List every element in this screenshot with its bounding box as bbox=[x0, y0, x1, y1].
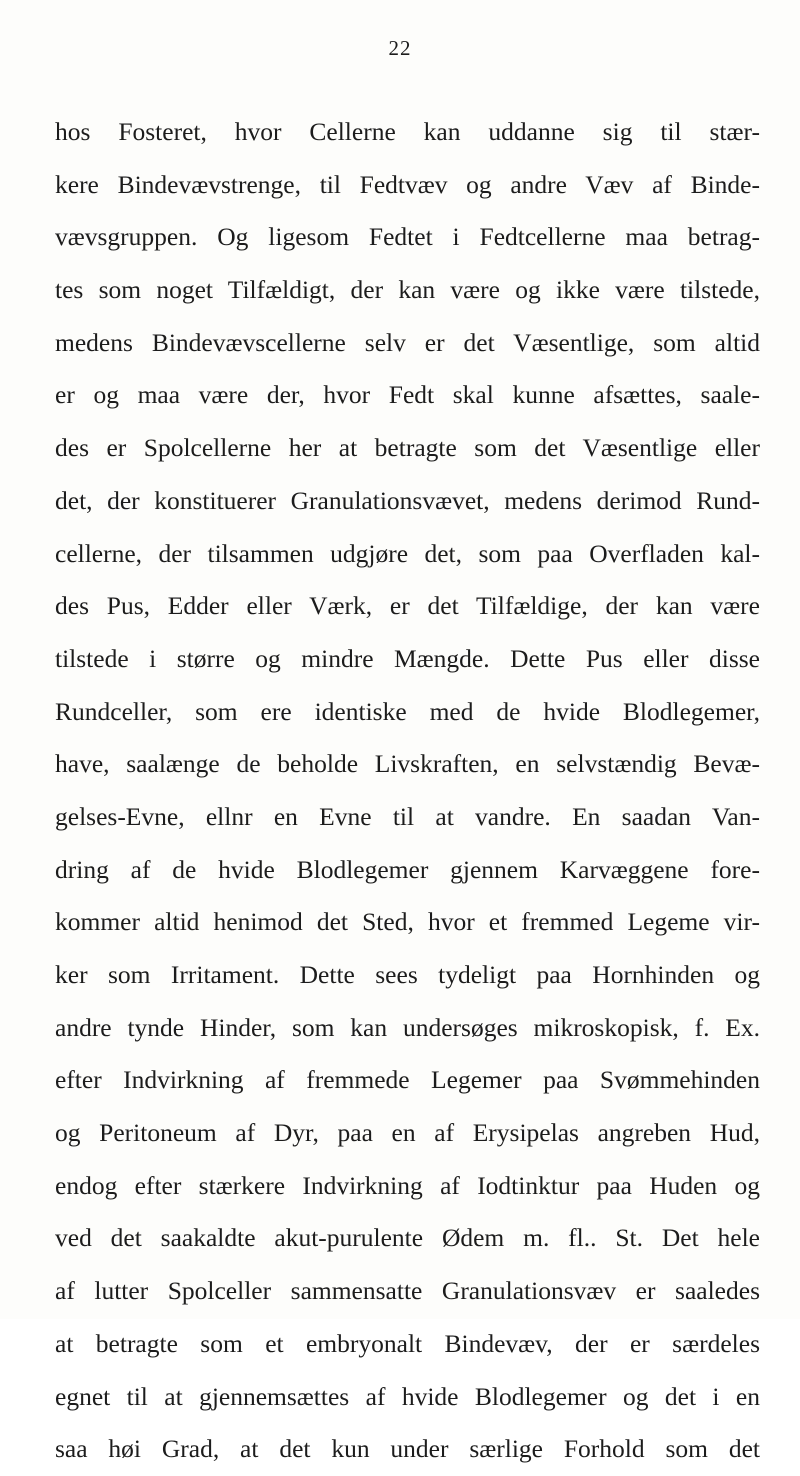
text-line: endog efter stærkere Indvirkning af Iodtinktur paa Huden og bbox=[55, 1170, 760, 1200]
text-line: dring af de hvide Blodlegemer gjennem Karvæggene fore- bbox=[55, 854, 760, 884]
text-line: det, der konstituerer Granulationsvævet, medens derimod Rund- bbox=[55, 485, 760, 515]
text-line: vævsgruppen. Og ligesom Fedtet i Fedtcellerne maa betrag- bbox=[55, 222, 760, 252]
text-line: er og maa være der, hvor Fedt skal kunne afsættes, saale- bbox=[55, 380, 760, 410]
text-line: cellerne, der tilsammen udgjøre det, som paa Overfladen kal- bbox=[55, 538, 760, 568]
text-line: des er Spolcellerne her at betragte som det Væsentlige eller bbox=[55, 433, 760, 463]
text-line: medens Bindevævscellerne selv er det Væsentlige, som altid bbox=[55, 327, 760, 357]
text-line: efter Indvirkning af fremmede Legemer paa Svømmehinden bbox=[55, 1065, 760, 1095]
text-line: gelses-Evne, ellnr en Evne til at vandre. En saadan Van- bbox=[55, 801, 760, 831]
text-line: at betragte som et embryonalt Bindevæv, der er særdeles bbox=[55, 1328, 760, 1358]
text-line: have, saalænge de beholde Livskraften, en selvstændig Bevæ- bbox=[55, 749, 760, 779]
text-line: tes som noget Tilfældigt, der kan være og ikke være tilstede, bbox=[55, 275, 760, 305]
body-text bbox=[55, 106, 760, 1476]
text-line: kommer altid henimod det Sted, hvor et fremmed Legeme vir- bbox=[55, 907, 760, 937]
text-line: Rundceller, som ere identiske med de hvide Blodlegemer, bbox=[55, 696, 760, 726]
text-line: saa høi Grad, at det kun under særlige Forhold som det bbox=[55, 1434, 760, 1464]
text-line: egnet til at gjennemsættes af hvide Blodlegemer og det i en bbox=[55, 1381, 760, 1411]
text-line: af lutter Spolceller sammensatte Granulationsvæv er saaledes bbox=[55, 1276, 760, 1306]
text-line: ker som Irritament. Dette sees tydeligt paa Hornhinden og bbox=[55, 960, 760, 989]
text-line: kere Bindevævstrenge, til Fedtvæv og andre Væv af Binde- bbox=[55, 169, 760, 199]
page-number: 22 bbox=[388, 36, 412, 60]
text-line: hos Fosteret, hvor Cellerne kan uddanne sig til stær- bbox=[55, 117, 760, 146]
text-line: ved det saakaldte akut-purulente Ødem m. fl.. St. Det hele bbox=[55, 1223, 760, 1253]
text-line: tilstede i større og mindre Mængde. Dette Pus eller disse bbox=[55, 643, 760, 673]
text-line: andre tynde Hinder, som kan undersøges mikroskopisk, f. Ex. bbox=[55, 1012, 760, 1042]
text-line: og Peritoneum af Dyr, paa en af Erysipelas angreben Hud, bbox=[55, 1118, 760, 1148]
text-line: des Pus, Edder eller Værk, er det Tilfældige, der kan være bbox=[55, 591, 760, 621]
